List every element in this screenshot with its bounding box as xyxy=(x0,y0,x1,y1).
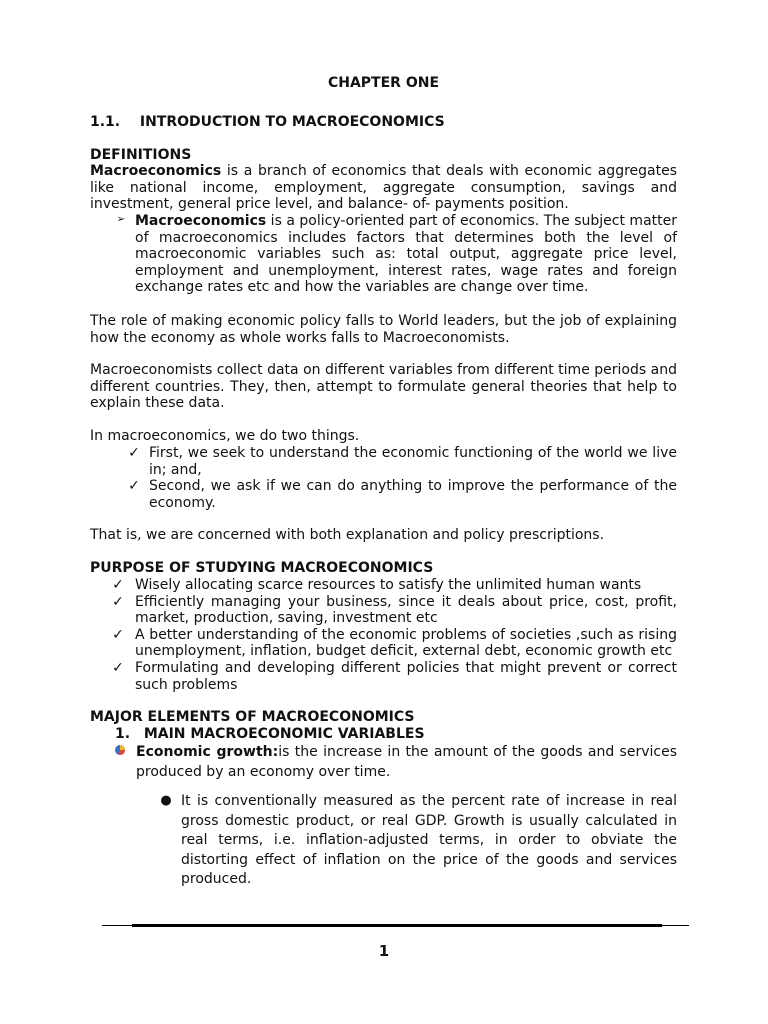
major-elements-heading: MAJOR ELEMENTS OF MACROECONOMICS xyxy=(90,709,415,725)
main-variables-title: MAIN MACROECONOMIC VARIABLES xyxy=(143,726,425,742)
role-paragraph: The role of making economic policy falls to World leaders, but the job of explaining how the economy as whole works falls to Macroeconomists. xyxy=(90,313,677,346)
checkmark-icon: ✓ xyxy=(112,593,124,610)
section-heading xyxy=(90,114,445,130)
list-item xyxy=(110,660,677,693)
list-item-text: First, we seek to understand the economic functioning of the world we live in; and, xyxy=(149,445,677,478)
section-number: 1.1. xyxy=(90,114,121,130)
list-item-text: Second, we ask if we can do anything to improve the performance of the economy. xyxy=(149,478,677,511)
checkmark-icon: ✓ xyxy=(112,626,124,643)
list-item xyxy=(110,594,677,627)
checkmark-icon: ✓ xyxy=(112,577,124,593)
page-number: 1 xyxy=(378,942,390,960)
list-item xyxy=(158,792,677,890)
growth-text: is the increase in the amount of the goods and services produced by an economy over time. xyxy=(136,744,677,780)
list-item xyxy=(112,742,677,782)
list-item-text: It is conventionally measured as the percent rate of increase in real gross domestic product, or real GDP. Growth is usually calculated in real terms, i.e. inflation-adjusted terms, in order to obviate the distorting effect of inflation on the price of the goods and services produced. xyxy=(181,793,677,887)
collect-paragraph: Macroeconomists collect data on different variables from different time periods and different countries. They, then, attempt to formulate general theories that help to explain these data. xyxy=(90,362,677,412)
pie-chart-bullet-icon xyxy=(112,744,128,760)
definition-arrow-list xyxy=(113,213,677,296)
filled-circle-bullet-icon: ● xyxy=(160,793,172,808)
arrow-item-term: Macroeconomics xyxy=(135,213,267,229)
list-item-text: Formulating and developing different policies that might prevent or correct such problems xyxy=(135,659,677,693)
purpose-list xyxy=(110,577,677,693)
growth-list xyxy=(112,742,677,782)
checkmark-icon: ✓ xyxy=(112,659,124,676)
main-variables-number: 1. xyxy=(115,726,131,742)
list-item xyxy=(126,445,677,478)
arrow-item-text: is a policy-oriented part of economics. The subject matter of macroeconomics includes factors that determines both the level of macroeconomic variables such as: total output, aggregate price level, employment and unemployment, interest rates, wage rates and foreign exchange rates etc and how the variables are change over time. xyxy=(135,213,677,296)
definition-paragraph xyxy=(90,163,677,213)
definition-term: Macroeconomics xyxy=(90,163,222,179)
list-item-text: Efficiently managing your business, since it deals about price, cost, profit, market, production, saving, investment etc xyxy=(135,593,677,627)
definitions-heading: DEFINITIONS xyxy=(90,147,192,163)
checkmark-icon: ✓ xyxy=(128,478,140,495)
definition-text: is a branch of economics that deals with economic aggregates like national income, employment, aggregate consumption, savings and investment, general price level, and balance- of- payments position. xyxy=(90,163,677,213)
growth-term: Economic growth: xyxy=(136,744,279,760)
chapter-title: CHAPTER ONE xyxy=(327,75,440,91)
footer-rule xyxy=(102,924,689,927)
purpose-heading: PURPOSE OF STUDYING MACROECONOMICS xyxy=(90,560,434,576)
list-item-text: A better understanding of the economic problems of societies ,such as rising unemployment, inflation, budget deficit, external debt, economic growth etc xyxy=(135,626,677,660)
main-variables-heading xyxy=(115,726,425,742)
list-item xyxy=(110,577,677,594)
list-item xyxy=(110,627,677,660)
list-item-text: Wisely allocating scarce resources to satisfy the unlimited human wants xyxy=(135,577,642,593)
measurement-list xyxy=(158,792,677,890)
two-things-list xyxy=(126,445,677,511)
that-is-paragraph: That is, we are concerned with both explanation and policy prescriptions. xyxy=(90,527,605,543)
checkmark-icon: ✓ xyxy=(128,445,140,461)
list-item xyxy=(113,213,677,296)
two-things-paragraph: In macroeconomics, we do two things. xyxy=(90,428,360,444)
list-item xyxy=(126,478,677,511)
arrowhead-bullet-icon: ➢ xyxy=(116,214,126,225)
section-title: INTRODUCTION TO MACROECONOMICS xyxy=(139,114,445,130)
